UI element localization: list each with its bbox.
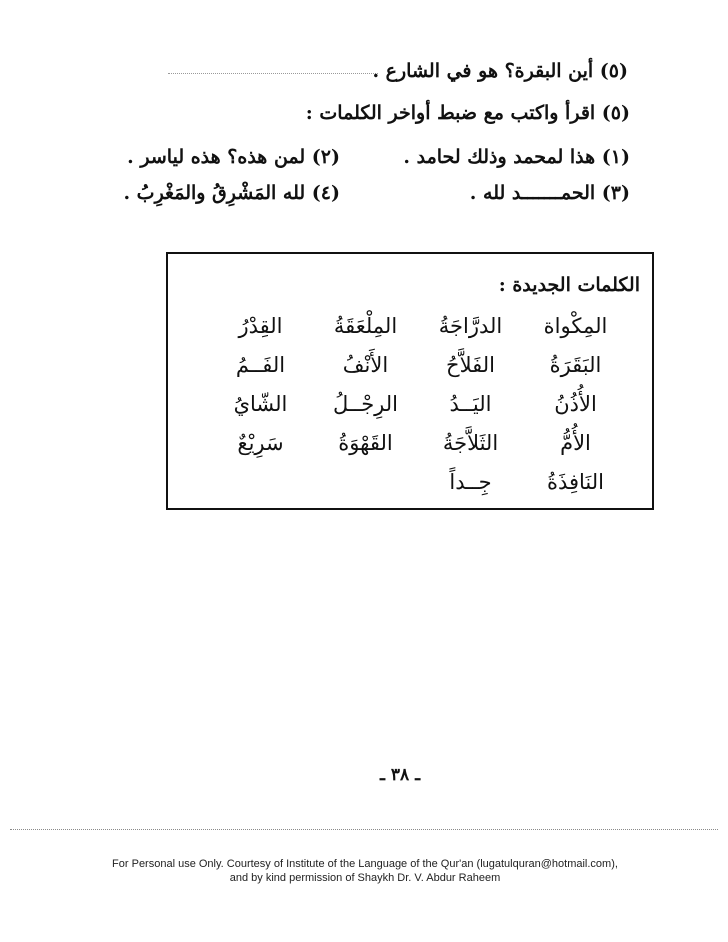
vocab-word: النَافِذَةُ (546, 470, 605, 494)
vocab-word: المِلْعَقَةُ (333, 314, 398, 338)
vocab-word: القِدْرُ (238, 314, 283, 338)
page-number: ـ ٣٨ ـ (380, 765, 421, 785)
vocab-word: المِكْواة (543, 314, 608, 338)
exercise-item-4: (٤) لله المَشْرِقُ والمَغْرِبُ . (123, 182, 340, 204)
footer-line-1: For Personal use Only. Courtesy of Institute of the Language of the Qur'an (lugatulquran@hotmail.com), (112, 858, 618, 870)
answer-dotted-line (168, 73, 378, 74)
vocab-word: البَقَرَةُ (549, 353, 602, 377)
vocab-word: الأُذُنُ (554, 392, 597, 416)
exercise-item-1: (١) هذا لمحمد وذلك لحامد . (403, 146, 630, 168)
vocab-word: القَهْوَةُ (338, 431, 393, 455)
new-words-title: الكلمات الجديدة : (498, 274, 640, 296)
vocab-word: الأَنْفُ (342, 353, 389, 377)
exercise-5-question-line: (٥) أين البقرة؟ هو في الشارع . (372, 60, 628, 82)
new-words-grid (208, 314, 628, 494)
vocab-word: الثَلاَّجَةُ (442, 431, 499, 455)
exercise-heading: (٥) اقرأ واكتب مع ضبط أواخر الكلمات : (305, 102, 630, 124)
footer-line-2: and by kind permission of Shaykh Dr. V. Abdur Raheem (229, 872, 501, 884)
vocab-word: الفَلاَّحُ (446, 353, 495, 377)
vocab-word: اليَــدُ (449, 392, 492, 416)
vocab-word: الرِجْــلُ (332, 392, 398, 416)
footer-divider (10, 829, 718, 830)
exercise-item-2: (٢) لمن هذه؟ هذه لياسر . (127, 146, 340, 168)
vocab-word: الشّايُ (233, 392, 288, 416)
new-words-box (166, 252, 654, 510)
vocab-word: الأُمُّ (560, 431, 591, 455)
vocab-word: الدرَّاجَةُ (438, 314, 503, 338)
vocab-word: الفَــمُ (235, 353, 286, 377)
vocab-word: جِــداً (449, 470, 492, 494)
vocab-word: سَرِيْعٌ (237, 431, 284, 455)
footer-credit (80, 857, 650, 885)
exercise-item-3: (٣) الحمـــــــد لله . (469, 182, 630, 204)
